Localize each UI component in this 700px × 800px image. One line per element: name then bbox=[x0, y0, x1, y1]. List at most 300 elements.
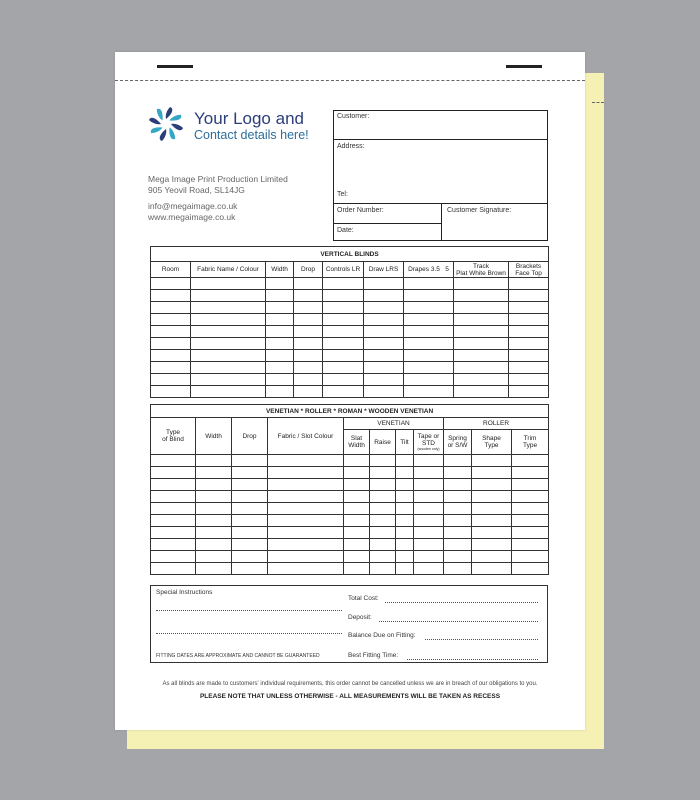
table-cell[interactable] bbox=[512, 467, 549, 479]
customer-signature-label: Customer Signature: bbox=[447, 207, 512, 214]
col-raise: Raise bbox=[370, 430, 396, 455]
binding-slot-left bbox=[157, 65, 193, 68]
table-cell[interactable] bbox=[444, 527, 472, 539]
shape-type-label: Type bbox=[484, 442, 499, 449]
table-cell[interactable] bbox=[404, 314, 454, 326]
table-cell[interactable] bbox=[414, 491, 444, 503]
table-cell[interactable] bbox=[444, 539, 472, 551]
table-cell[interactable] bbox=[266, 374, 294, 386]
table-row bbox=[151, 503, 549, 515]
table-cell[interactable] bbox=[396, 503, 414, 515]
table-cell[interactable] bbox=[151, 527, 196, 539]
table-cell[interactable] bbox=[151, 302, 191, 314]
col-tape bbox=[414, 430, 444, 455]
table-cell[interactable] bbox=[472, 563, 512, 575]
table-cell[interactable] bbox=[454, 326, 509, 338]
table-cell[interactable] bbox=[232, 563, 268, 575]
table-cell[interactable] bbox=[232, 503, 268, 515]
table-cell[interactable] bbox=[151, 350, 191, 362]
table-cell[interactable] bbox=[396, 527, 414, 539]
table-cell[interactable] bbox=[414, 515, 444, 527]
table-cell[interactable] bbox=[151, 491, 196, 503]
wooden-only-label: (wooden only) bbox=[417, 447, 440, 451]
table-cell[interactable] bbox=[454, 350, 509, 362]
table-cell[interactable] bbox=[151, 563, 196, 575]
table-cell[interactable] bbox=[294, 326, 323, 338]
table-cell[interactable] bbox=[268, 563, 344, 575]
table-cell[interactable] bbox=[370, 515, 396, 527]
table-cell[interactable] bbox=[454, 314, 509, 326]
customer-label: Customer: bbox=[337, 113, 370, 120]
table-cell[interactable] bbox=[444, 563, 472, 575]
col-v-drop: Drop bbox=[232, 418, 268, 455]
table-cell[interactable] bbox=[266, 350, 294, 362]
table-cell[interactable] bbox=[268, 491, 344, 503]
table-cell[interactable] bbox=[196, 539, 232, 551]
trim-label: Trim bbox=[523, 435, 537, 442]
table-cell[interactable] bbox=[266, 386, 294, 398]
table-cell[interactable] bbox=[232, 539, 268, 551]
table-cell[interactable] bbox=[370, 455, 396, 467]
table-cell[interactable] bbox=[232, 491, 268, 503]
order-number-label: Order Number: bbox=[337, 207, 384, 214]
logo-petal bbox=[150, 123, 163, 136]
table-row bbox=[151, 539, 549, 551]
table-row bbox=[151, 479, 549, 491]
copy-perforation bbox=[592, 102, 604, 103]
order-form-sheet bbox=[115, 52, 585, 730]
table-cell[interactable] bbox=[191, 350, 266, 362]
std-label: STD bbox=[422, 440, 435, 447]
table-cell[interactable] bbox=[191, 278, 266, 290]
table-cell[interactable] bbox=[344, 515, 370, 527]
table-cell[interactable] bbox=[232, 455, 268, 467]
table-cell[interactable] bbox=[151, 362, 191, 374]
table-cell[interactable] bbox=[196, 551, 232, 563]
table-cell[interactable] bbox=[294, 278, 323, 290]
table-cell[interactable] bbox=[196, 455, 232, 467]
table-cell[interactable] bbox=[196, 491, 232, 503]
best-fitting-label: Best Fitting Time: bbox=[348, 652, 399, 659]
table-cell[interactable] bbox=[294, 386, 323, 398]
table-cell[interactable] bbox=[472, 455, 512, 467]
venetian-group: VENETIAN bbox=[344, 418, 444, 430]
table-cell[interactable] bbox=[196, 515, 232, 527]
balance-field[interactable] bbox=[425, 639, 538, 640]
table-cell[interactable] bbox=[151, 539, 196, 551]
slat-width-label: Width bbox=[348, 442, 365, 449]
table-cell[interactable] bbox=[151, 290, 191, 302]
table-cell[interactable] bbox=[444, 479, 472, 491]
table-cell[interactable] bbox=[444, 491, 472, 503]
table-cell[interactable] bbox=[294, 314, 323, 326]
venetian-roller-table bbox=[150, 404, 549, 575]
table-cell[interactable] bbox=[294, 302, 323, 314]
instructions-line[interactable] bbox=[156, 633, 342, 634]
track-label: Track bbox=[472, 262, 489, 270]
balance-label: Balance Due on Fitting: bbox=[348, 632, 416, 639]
col-draw: Draw LRS bbox=[364, 262, 404, 278]
spring-label: Spring bbox=[448, 435, 467, 442]
table-cell[interactable] bbox=[414, 503, 444, 515]
table-cell[interactable] bbox=[364, 374, 404, 386]
table-cell[interactable] bbox=[370, 563, 396, 575]
table-cell[interactable] bbox=[512, 527, 549, 539]
table-cell[interactable] bbox=[151, 326, 191, 338]
table-cell[interactable] bbox=[196, 467, 232, 479]
table-cell[interactable] bbox=[191, 326, 266, 338]
customer-signature-field[interactable] bbox=[441, 203, 548, 241]
table-cell[interactable] bbox=[151, 386, 191, 398]
table-cell[interactable] bbox=[414, 467, 444, 479]
table-cell[interactable] bbox=[151, 338, 191, 350]
company-email: info@megaimage.co.uk bbox=[148, 201, 238, 211]
table-cell[interactable] bbox=[454, 278, 509, 290]
table-cell[interactable] bbox=[196, 503, 232, 515]
table-cell[interactable] bbox=[472, 503, 512, 515]
table-cell[interactable] bbox=[294, 350, 323, 362]
table-cell[interactable] bbox=[266, 290, 294, 302]
table-cell[interactable] bbox=[191, 314, 266, 326]
logo-petal bbox=[160, 129, 167, 141]
table-cell[interactable] bbox=[396, 479, 414, 491]
logo-petal bbox=[166, 107, 173, 119]
table-cell[interactable] bbox=[509, 314, 549, 326]
table-cell[interactable] bbox=[232, 515, 268, 527]
table-cell[interactable] bbox=[472, 515, 512, 527]
table-cell[interactable] bbox=[323, 362, 364, 374]
table-cell[interactable] bbox=[454, 386, 509, 398]
table-cell[interactable] bbox=[396, 491, 414, 503]
table-cell[interactable] bbox=[232, 467, 268, 479]
table-cell[interactable] bbox=[364, 350, 404, 362]
table-cell[interactable] bbox=[268, 503, 344, 515]
col-controls: Controls LR bbox=[323, 262, 364, 278]
table-cell[interactable] bbox=[323, 350, 364, 362]
table-cell[interactable] bbox=[404, 326, 454, 338]
table-cell[interactable] bbox=[344, 539, 370, 551]
table-cell[interactable] bbox=[266, 302, 294, 314]
table-cell[interactable] bbox=[370, 539, 396, 551]
table-row bbox=[151, 350, 549, 362]
company-name: Mega Image Print Production Limited bbox=[148, 174, 288, 184]
table-row bbox=[151, 302, 549, 314]
brackets-options: Face Top bbox=[515, 269, 542, 277]
logo-petal bbox=[154, 108, 167, 121]
table-cell[interactable] bbox=[323, 326, 364, 338]
table-cell[interactable] bbox=[344, 551, 370, 563]
table-cell[interactable] bbox=[294, 338, 323, 350]
table-cell[interactable] bbox=[509, 362, 549, 374]
table-row bbox=[151, 326, 549, 338]
col-room: Room bbox=[151, 262, 191, 278]
table-row bbox=[151, 386, 549, 398]
table-cell[interactable] bbox=[151, 551, 196, 563]
table-cell[interactable] bbox=[323, 314, 364, 326]
table-cell[interactable] bbox=[404, 386, 454, 398]
table-row bbox=[151, 467, 549, 479]
table-cell[interactable] bbox=[266, 278, 294, 290]
table-cell[interactable] bbox=[396, 467, 414, 479]
table-cell[interactable] bbox=[444, 515, 472, 527]
table-cell[interactable] bbox=[266, 338, 294, 350]
table-row bbox=[151, 563, 549, 575]
table-cell[interactable] bbox=[232, 527, 268, 539]
table-cell[interactable] bbox=[364, 326, 404, 338]
table-cell[interactable] bbox=[344, 479, 370, 491]
table-cell[interactable] bbox=[414, 455, 444, 467]
table-cell[interactable] bbox=[364, 278, 404, 290]
table-cell[interactable] bbox=[444, 503, 472, 515]
table-cell[interactable] bbox=[512, 503, 549, 515]
table-cell[interactable] bbox=[404, 302, 454, 314]
table-cell[interactable] bbox=[268, 539, 344, 551]
col-shape-type bbox=[472, 430, 512, 455]
logo-swirl-icon bbox=[148, 106, 184, 142]
address-field[interactable] bbox=[333, 139, 548, 204]
table-cell[interactable] bbox=[268, 479, 344, 491]
table-cell[interactable] bbox=[512, 479, 549, 491]
table-cell[interactable] bbox=[512, 515, 549, 527]
recess-note: PLEASE NOTE THAT UNLESS OTHERWISE - ALL MEASUREMENTS WILL BE TAKEN AS RECESS bbox=[199, 693, 501, 700]
table-cell[interactable] bbox=[364, 314, 404, 326]
table-cell[interactable] bbox=[191, 362, 266, 374]
table-cell[interactable] bbox=[512, 551, 549, 563]
table-cell[interactable] bbox=[414, 551, 444, 563]
table-cell[interactable] bbox=[344, 455, 370, 467]
table-cell[interactable] bbox=[344, 563, 370, 575]
table-cell[interactable] bbox=[404, 290, 454, 302]
vertical-blinds-table bbox=[150, 246, 549, 398]
table-cell[interactable] bbox=[294, 374, 323, 386]
col-spring bbox=[444, 430, 472, 455]
table-cell[interactable] bbox=[323, 386, 364, 398]
table-cell[interactable] bbox=[509, 350, 549, 362]
table-cell[interactable] bbox=[444, 467, 472, 479]
table-cell[interactable] bbox=[344, 467, 370, 479]
table-cell[interactable] bbox=[266, 326, 294, 338]
col-tilt: Tilt bbox=[396, 430, 414, 455]
table-cell[interactable] bbox=[266, 362, 294, 374]
table-row bbox=[151, 290, 549, 302]
table-cell[interactable] bbox=[151, 503, 196, 515]
table-cell[interactable] bbox=[404, 278, 454, 290]
tape-label: Tape or bbox=[417, 433, 440, 440]
table-cell[interactable] bbox=[444, 551, 472, 563]
table-cell[interactable] bbox=[191, 386, 266, 398]
date-field[interactable] bbox=[333, 223, 442, 241]
table-cell[interactable] bbox=[196, 479, 232, 491]
col-drapes bbox=[404, 262, 454, 278]
table-cell[interactable] bbox=[268, 551, 344, 563]
table-cell[interactable] bbox=[454, 302, 509, 314]
table-cell[interactable] bbox=[151, 278, 191, 290]
table-cell[interactable] bbox=[370, 479, 396, 491]
table-cell[interactable] bbox=[294, 290, 323, 302]
col-trim-type bbox=[512, 430, 549, 455]
table-cell[interactable] bbox=[323, 338, 364, 350]
table-cell[interactable] bbox=[512, 539, 549, 551]
table-cell[interactable] bbox=[151, 374, 191, 386]
drapes-suffix: 5 bbox=[445, 266, 449, 273]
special-instructions-label: Special Instructions bbox=[156, 589, 213, 596]
table-cell[interactable] bbox=[151, 455, 196, 467]
table-cell[interactable] bbox=[232, 479, 268, 491]
table-cell[interactable] bbox=[323, 290, 364, 302]
table-cell[interactable] bbox=[364, 338, 404, 350]
table-cell[interactable] bbox=[472, 527, 512, 539]
date-label: Date: bbox=[337, 227, 354, 234]
table-row bbox=[151, 455, 549, 467]
table-cell[interactable] bbox=[364, 386, 404, 398]
table-cell[interactable] bbox=[454, 338, 509, 350]
order-number-field[interactable] bbox=[333, 203, 442, 224]
table-row bbox=[151, 338, 549, 350]
table-cell[interactable] bbox=[414, 527, 444, 539]
table-cell[interactable] bbox=[509, 278, 549, 290]
total-cost-field[interactable] bbox=[385, 602, 538, 603]
company-address: 905 Yeovil Road, SL14JG bbox=[148, 184, 245, 195]
binding-slot-right bbox=[506, 65, 542, 68]
table-cell[interactable] bbox=[323, 302, 364, 314]
address-label: Address: bbox=[337, 143, 365, 150]
table-cell[interactable] bbox=[191, 338, 266, 350]
table-cell[interactable] bbox=[404, 350, 454, 362]
col-v-width: Width bbox=[196, 418, 232, 455]
table-cell[interactable] bbox=[414, 539, 444, 551]
table-cell[interactable] bbox=[370, 503, 396, 515]
table-cell[interactable] bbox=[404, 362, 454, 374]
trim-type-label: Type bbox=[523, 442, 538, 449]
table-cell[interactable] bbox=[414, 563, 444, 575]
table-cell[interactable] bbox=[151, 314, 191, 326]
table-cell[interactable] bbox=[364, 362, 404, 374]
col-track bbox=[454, 262, 509, 278]
special-instructions-box bbox=[150, 585, 548, 663]
table-cell[interactable] bbox=[268, 527, 344, 539]
logo-petal bbox=[171, 124, 183, 131]
vertical-blinds-title: VERTICAL BLINDS bbox=[151, 247, 549, 262]
logo-subtitle: Contact details here! bbox=[194, 128, 309, 142]
table-cell[interactable] bbox=[364, 290, 404, 302]
table-cell[interactable] bbox=[151, 479, 196, 491]
table-cell[interactable] bbox=[191, 290, 266, 302]
fitting-disclaimer: FITTING DATES ARE APPROXIMATE AND CANNOT BE GUARANTEED bbox=[156, 653, 320, 659]
table-cell[interactable] bbox=[323, 374, 364, 386]
logo-petal bbox=[165, 127, 178, 140]
table-cell[interactable] bbox=[454, 374, 509, 386]
table-cell[interactable] bbox=[266, 314, 294, 326]
table-row bbox=[151, 278, 549, 290]
table-cell[interactable] bbox=[370, 467, 396, 479]
table-cell[interactable] bbox=[344, 503, 370, 515]
table-cell[interactable] bbox=[396, 551, 414, 563]
table-cell[interactable] bbox=[444, 455, 472, 467]
table-cell[interactable] bbox=[151, 467, 196, 479]
logo-petal bbox=[169, 112, 182, 125]
roller-group: ROLLER bbox=[444, 418, 549, 430]
table-cell[interactable] bbox=[472, 539, 512, 551]
table-cell[interactable] bbox=[268, 455, 344, 467]
table-cell[interactable] bbox=[344, 527, 370, 539]
table-cell[interactable] bbox=[454, 290, 509, 302]
table-cell[interactable] bbox=[370, 491, 396, 503]
drapes-label: Drapes 3.5 bbox=[408, 266, 440, 273]
customer-field[interactable] bbox=[333, 110, 548, 140]
spring-sw-label: or S/W bbox=[447, 442, 468, 449]
venetian-title: VENETIAN * ROLLER * ROMAN * WOODEN VENETIAN bbox=[151, 405, 549, 418]
col-fabric: Fabric Name / Colour bbox=[191, 262, 266, 278]
table-cell[interactable] bbox=[323, 278, 364, 290]
table-row bbox=[151, 491, 549, 503]
table-cell[interactable] bbox=[396, 539, 414, 551]
table-cell[interactable] bbox=[232, 551, 268, 563]
table-row bbox=[151, 551, 549, 563]
instructions-line[interactable] bbox=[156, 610, 342, 611]
table-cell[interactable] bbox=[454, 362, 509, 374]
table-cell[interactable] bbox=[364, 302, 404, 314]
table-cell[interactable] bbox=[512, 491, 549, 503]
table-cell[interactable] bbox=[509, 338, 549, 350]
table-cell[interactable] bbox=[151, 515, 196, 527]
col-brackets bbox=[509, 262, 549, 278]
brackets-label: Brackets bbox=[515, 262, 542, 270]
table-row bbox=[151, 362, 549, 374]
table-cell[interactable] bbox=[472, 491, 512, 503]
table-cell[interactable] bbox=[509, 386, 549, 398]
company-details bbox=[148, 174, 288, 195]
table-cell[interactable] bbox=[268, 467, 344, 479]
table-cell[interactable] bbox=[404, 338, 454, 350]
table-cell[interactable] bbox=[472, 551, 512, 563]
col-width: Width bbox=[266, 262, 294, 278]
table-cell[interactable] bbox=[370, 527, 396, 539]
col-drop: Drop bbox=[294, 262, 323, 278]
table-cell[interactable] bbox=[472, 467, 512, 479]
of-blind-label: of Blind bbox=[162, 436, 184, 443]
perforation-line bbox=[115, 80, 585, 81]
table-cell[interactable] bbox=[268, 515, 344, 527]
table-cell[interactable] bbox=[396, 455, 414, 467]
col-fabric-slot: Fabric / Slot Colour bbox=[268, 418, 344, 455]
table-cell[interactable] bbox=[512, 563, 549, 575]
col-type-of-blind bbox=[151, 418, 196, 455]
table-cell[interactable] bbox=[472, 479, 512, 491]
deposit-label: Deposit: bbox=[348, 614, 372, 621]
table-cell[interactable] bbox=[370, 551, 396, 563]
company-contact bbox=[148, 201, 237, 222]
deposit-field[interactable] bbox=[379, 621, 538, 622]
table-cell[interactable] bbox=[196, 527, 232, 539]
table-cell[interactable] bbox=[294, 362, 323, 374]
table-cell[interactable] bbox=[414, 479, 444, 491]
shape-label: Shape bbox=[482, 435, 501, 442]
table-cell[interactable] bbox=[344, 491, 370, 503]
table-cell[interactable] bbox=[509, 290, 549, 302]
table-cell[interactable] bbox=[509, 326, 549, 338]
table-cell[interactable] bbox=[396, 515, 414, 527]
table-cell[interactable] bbox=[509, 374, 549, 386]
table-cell[interactable] bbox=[191, 374, 266, 386]
logo-petal bbox=[149, 118, 161, 125]
table-cell[interactable] bbox=[396, 563, 414, 575]
table-cell[interactable] bbox=[404, 374, 454, 386]
table-cell[interactable] bbox=[196, 563, 232, 575]
best-fitting-field[interactable] bbox=[407, 659, 538, 660]
table-cell[interactable] bbox=[512, 455, 549, 467]
table-cell[interactable] bbox=[509, 302, 549, 314]
table-cell[interactable] bbox=[191, 302, 266, 314]
